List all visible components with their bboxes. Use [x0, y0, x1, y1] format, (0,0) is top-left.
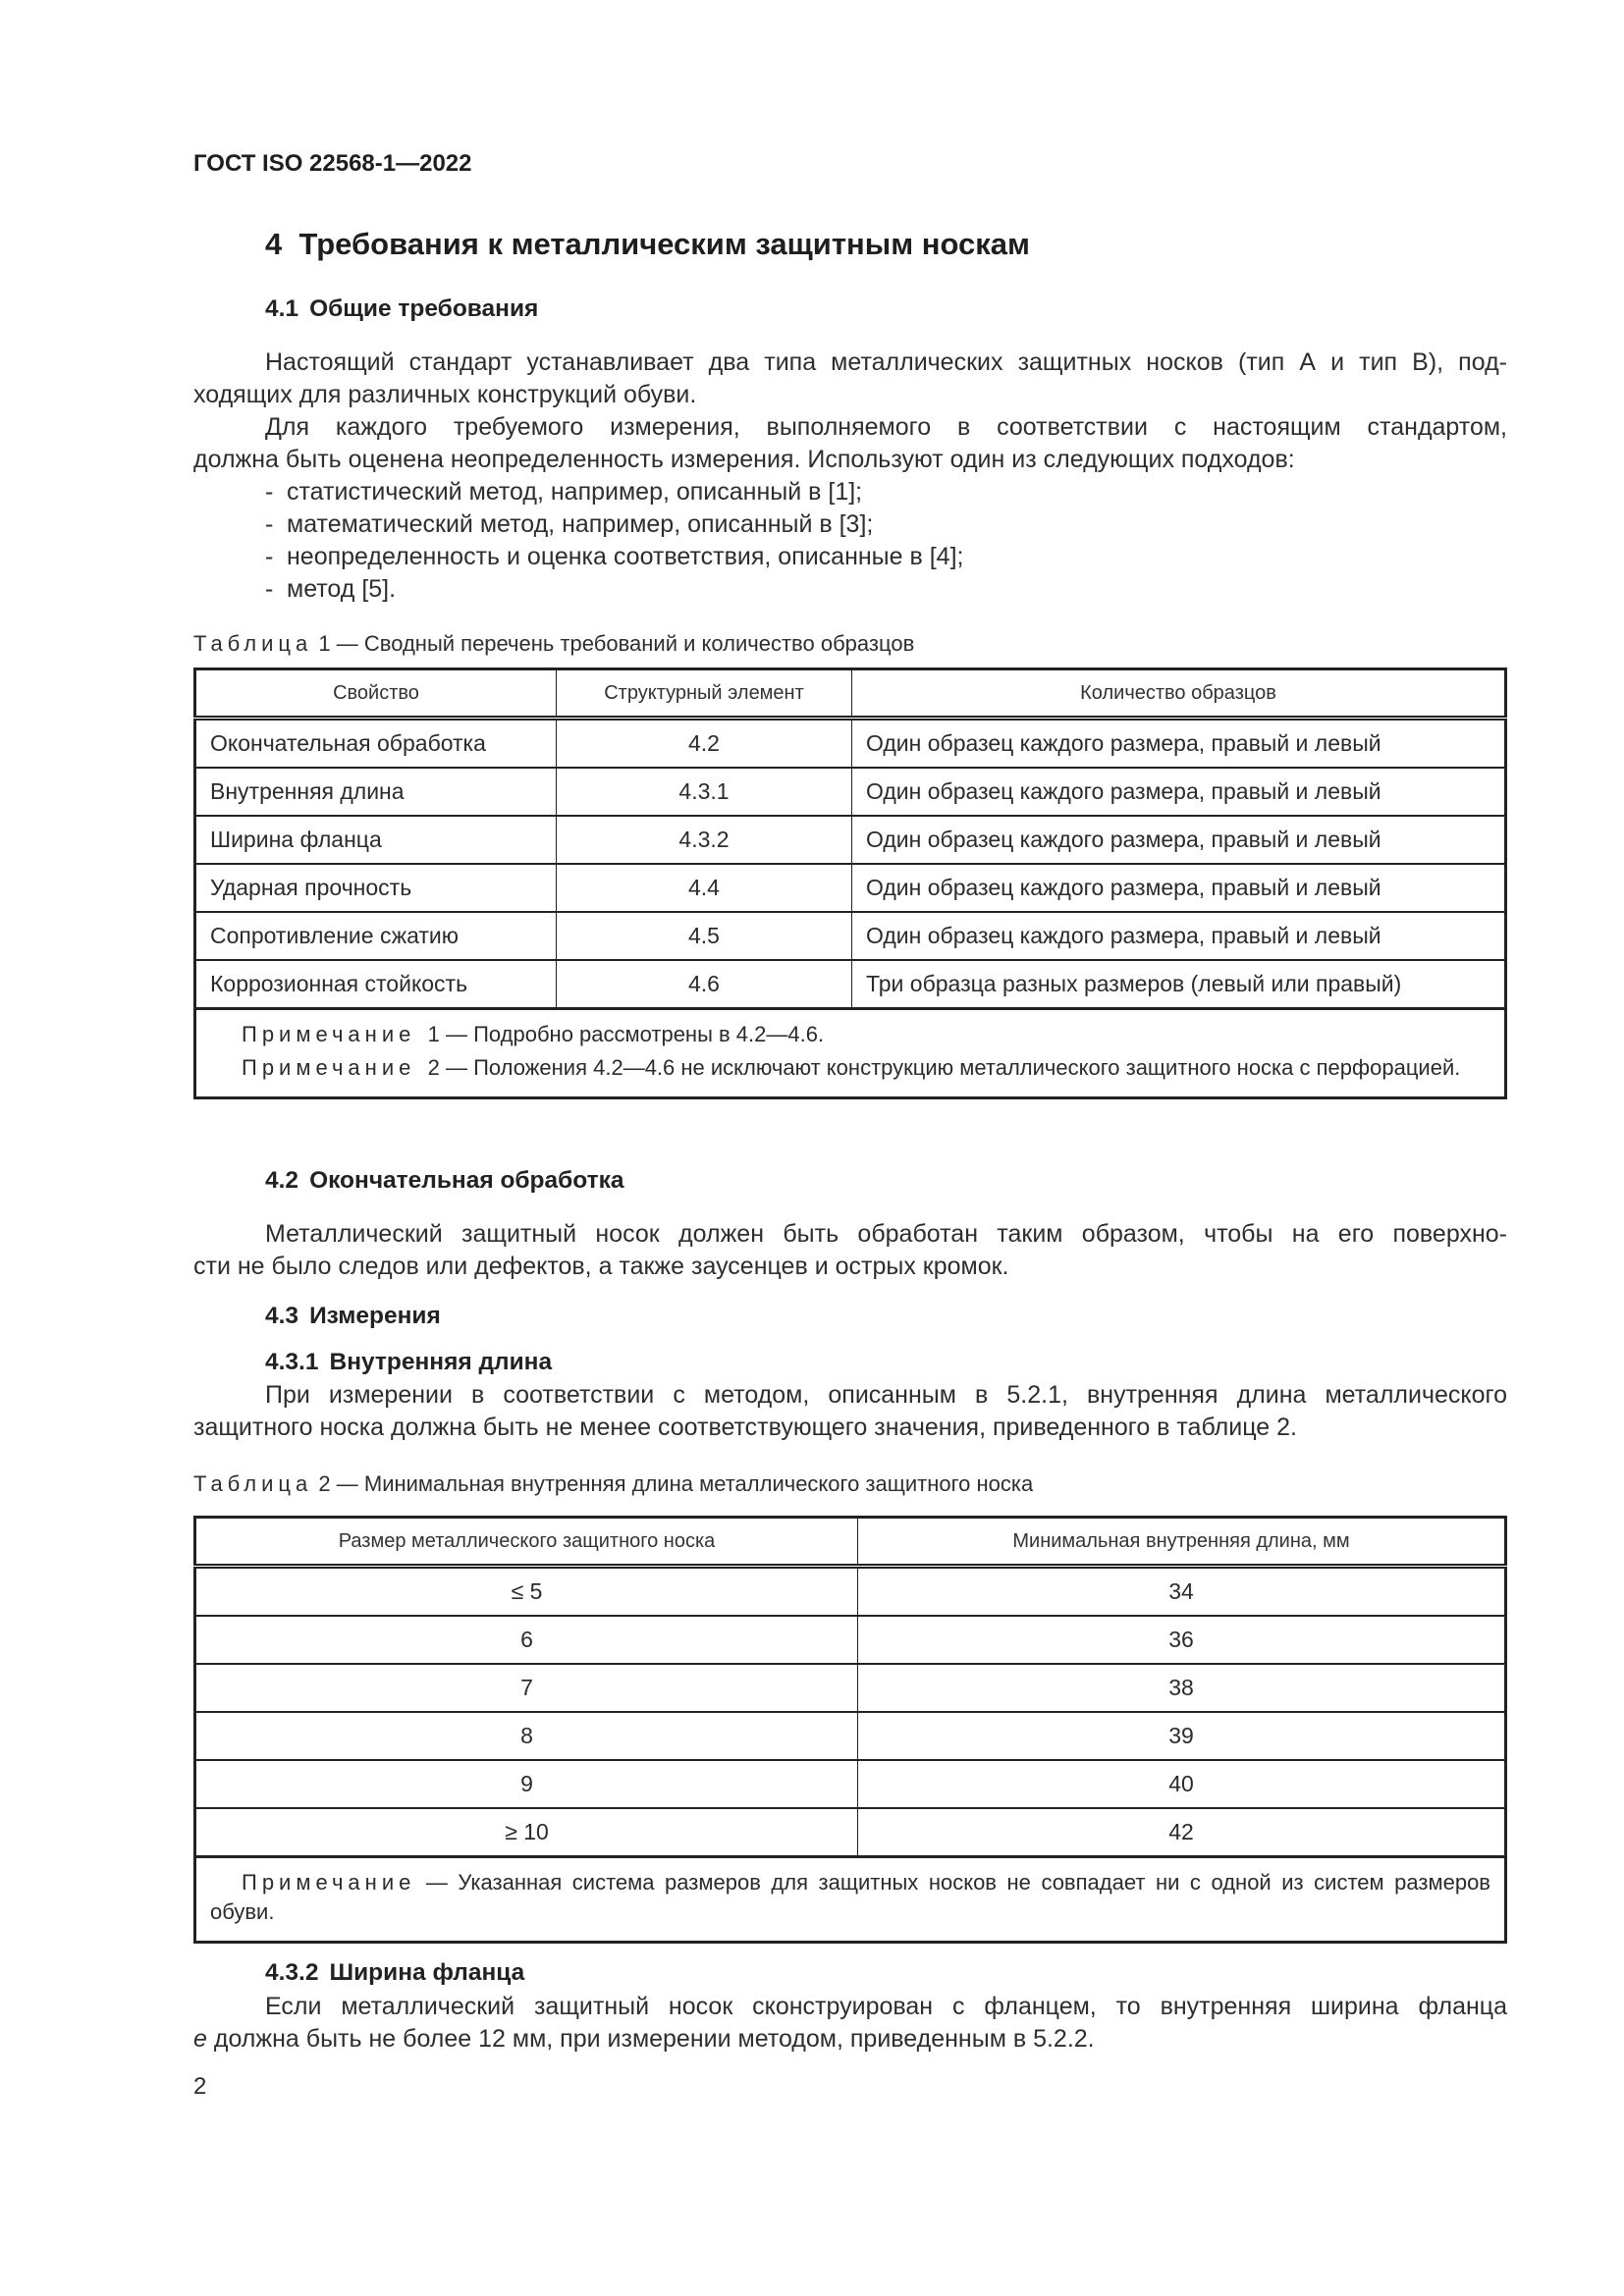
text-line: ходящих для различных конструкций обуви. — [193, 381, 697, 408]
clause-cell: 4.2 — [557, 719, 852, 769]
subsection-title: Внутренняя длина — [329, 1349, 553, 1375]
section-title: Требования к металлическим защитным носкам — [298, 227, 1030, 261]
paragraph-types — [193, 347, 1507, 411]
subsection-number: 4.3.2 — [265, 1959, 319, 1986]
property-cell: Ударная прочность — [195, 864, 557, 912]
size-cell: ≤ 5 — [195, 1567, 858, 1617]
subsection-title: Общие требования — [309, 295, 539, 322]
bullet-dash: - — [265, 575, 274, 603]
list-item — [265, 541, 963, 573]
note-number: 1 — [427, 1022, 440, 1046]
caption-number: 1 — [318, 631, 331, 656]
note-text: — Указанная система размеров для защитных носков не совпадает ни с одной из систем размеров обуви. — [210, 1870, 1490, 1924]
table-row — [195, 864, 1506, 912]
bullet-dash: - — [265, 543, 274, 570]
note-label: Примечание — [242, 1870, 416, 1895]
caption-text: — Минимальная внутренняя длина металлического защитного носка — [336, 1471, 1034, 1496]
table-row — [195, 1808, 1506, 1857]
variable-symbol: e — [193, 2025, 207, 2053]
subsection-heading-4-2 — [265, 1167, 624, 1195]
length-cell: 39 — [858, 1712, 1506, 1760]
table-header-row — [195, 1518, 1506, 1567]
subsection-heading-4-3-1 — [265, 1349, 552, 1376]
clause-cell: 4.6 — [557, 960, 852, 1009]
subsection-number: 4.3 — [265, 1303, 299, 1329]
table-note-row — [195, 1857, 1506, 1943]
clause-cell: 4.5 — [557, 912, 852, 960]
table-caption — [193, 631, 914, 657]
list-item — [265, 476, 862, 508]
samples-cell: Один образец каждого размера, правый и левый — [852, 912, 1506, 960]
section-number: 4 — [265, 227, 283, 261]
paragraph-finishing — [193, 1218, 1507, 1283]
size-cell: ≥ 10 — [195, 1808, 858, 1857]
caption-label: Таблица — [193, 1471, 313, 1496]
paragraph-inner-length — [193, 1379, 1507, 1444]
document-header: ГОСТ ISO 22568-1—2022 — [193, 150, 472, 177]
length-cell: 38 — [858, 1664, 1506, 1712]
column-header: Количество образцов — [852, 669, 1506, 719]
text-line: защитного носка должна быть не менее соответствующего значения, приведенного в таблице 2. — [193, 1414, 1297, 1441]
table-row — [195, 1616, 1506, 1664]
table-row — [195, 1712, 1506, 1760]
length-cell: 40 — [858, 1760, 1506, 1808]
table-row — [195, 1664, 1506, 1712]
text-line: Для каждого требуемого измерения, выполняемого в соответствии с настоящим стандартом, — [265, 413, 1507, 441]
samples-cell: Один образец каждого размера, правый и левый — [852, 719, 1506, 769]
table-note — [210, 1868, 1490, 1927]
table-row — [195, 960, 1506, 1009]
table-notes — [195, 1857, 1506, 1943]
property-cell: Сопротивление сжатию — [195, 912, 557, 960]
text-line: При измерении в соответствии с методом, описанным в 5.2.1, внутренняя длина металлического — [265, 1381, 1507, 1409]
samples-cell: Три образца разных размеров (левый или правый) — [852, 960, 1506, 1009]
table-notes — [195, 1009, 1506, 1098]
subsection-number: 4.2 — [265, 1167, 299, 1194]
note-text: — Подробно рассмотрены в 4.2—4.6. — [445, 1022, 825, 1046]
caption-text: — Сводный перечень требований и количество образцов — [336, 631, 915, 656]
size-cell: 7 — [195, 1664, 858, 1712]
text-line: Настоящий стандарт устанавливает два типа металлических защитных носков (тип А и тип В), под- — [265, 348, 1507, 376]
clause-cell: 4.4 — [557, 864, 852, 912]
property-cell: Внутренняя длина — [195, 768, 557, 816]
samples-cell: Один образец каждого размера, правый и левый — [852, 768, 1506, 816]
samples-cell: Один образец каждого размера, правый и левый — [852, 864, 1506, 912]
bullet-dash: - — [265, 510, 274, 538]
column-header: Размер металлического защитного носка — [195, 1518, 858, 1567]
table-note — [210, 1053, 1490, 1083]
list-item-text: статистический метод, например, описанный в [1]; — [287, 478, 863, 506]
table-header-row — [195, 669, 1506, 719]
subsection-title: Окончательная обработка — [309, 1167, 624, 1194]
list-item-text: метод [5]. — [287, 575, 397, 603]
list-item-text: неопределенность и оценка соответствия, описанные в [4]; — [287, 543, 964, 570]
column-header: Минимальная внутренняя длина, мм — [858, 1518, 1506, 1567]
size-cell: 9 — [195, 1760, 858, 1808]
clause-cell: 4.3.1 — [557, 768, 852, 816]
subsection-number: 4.1 — [265, 295, 299, 322]
list-item — [265, 508, 873, 541]
min-length-table — [193, 1516, 1507, 1944]
section-heading — [265, 227, 1030, 262]
note-label: Примечание — [242, 1055, 416, 1080]
length-cell: 42 — [858, 1808, 1506, 1857]
property-cell: Окончательная обработка — [195, 719, 557, 769]
subsection-heading-4-3 — [265, 1303, 441, 1330]
column-header: Структурный элемент — [557, 669, 852, 719]
samples-cell: Один образец каждого размера, правый и левый — [852, 816, 1506, 864]
text-line: Металлический защитный носок должен быть обработан таким образом, чтобы на его поверхно- — [265, 1220, 1507, 1248]
table-note-row — [195, 1009, 1506, 1098]
length-cell: 36 — [858, 1616, 1506, 1664]
table-caption — [193, 1471, 1033, 1497]
table-note — [210, 1020, 1490, 1049]
caption-number: 2 — [318, 1471, 331, 1496]
table-row — [195, 719, 1506, 769]
column-header: Свойство — [195, 669, 557, 719]
length-cell: 34 — [858, 1567, 1506, 1617]
text-line: сти не было следов или дефектов, а также заусенцев и острых кромок. — [193, 1253, 1009, 1280]
text-line: должна быть не более 12 мм, при измерении методом, приведенным в 5.2.2. — [206, 2025, 1095, 2053]
subsection-title: Измерения — [309, 1303, 441, 1329]
table-row — [195, 816, 1506, 864]
list-item — [265, 573, 396, 606]
list-item-text: математический метод, например, описанный в [3]; — [287, 510, 874, 538]
table-row — [195, 1760, 1506, 1808]
note-number: 2 — [427, 1055, 440, 1080]
clause-cell: 4.3.2 — [557, 816, 852, 864]
paragraph-flange-width — [193, 1991, 1507, 2056]
table-row — [195, 1567, 1506, 1617]
note-label: Примечание — [242, 1022, 416, 1046]
size-cell: 6 — [195, 1616, 858, 1664]
bullet-dash: - — [265, 478, 274, 506]
subsection-heading-4-3-2 — [265, 1959, 524, 1987]
requirements-table — [193, 667, 1507, 1099]
note-text: — Положения 4.2—4.6 не исключают конструкцию металлического защитного носка с перфорацией. — [445, 1055, 1461, 1080]
property-cell: Коррозионная стойкость — [195, 960, 557, 1009]
subsection-heading-4-1 — [265, 295, 538, 323]
property-cell: Ширина фланца — [195, 816, 557, 864]
paragraph-uncertainty — [193, 411, 1507, 476]
caption-label: Таблица — [193, 631, 313, 656]
text-line: Если металлический защитный носок сконструирован с фланцем, то внутренняя ширина фланца — [265, 1993, 1507, 2020]
subsection-title: Ширина фланца — [329, 1959, 525, 1986]
subsection-number: 4.3.1 — [265, 1349, 319, 1375]
size-cell: 8 — [195, 1712, 858, 1760]
table-row — [195, 912, 1506, 960]
table-row — [195, 768, 1506, 816]
text-line: должна быть оценена неопределенность измерения. Используют один из следующих подходов: — [193, 446, 1295, 473]
page-number: 2 — [193, 2073, 207, 2100]
